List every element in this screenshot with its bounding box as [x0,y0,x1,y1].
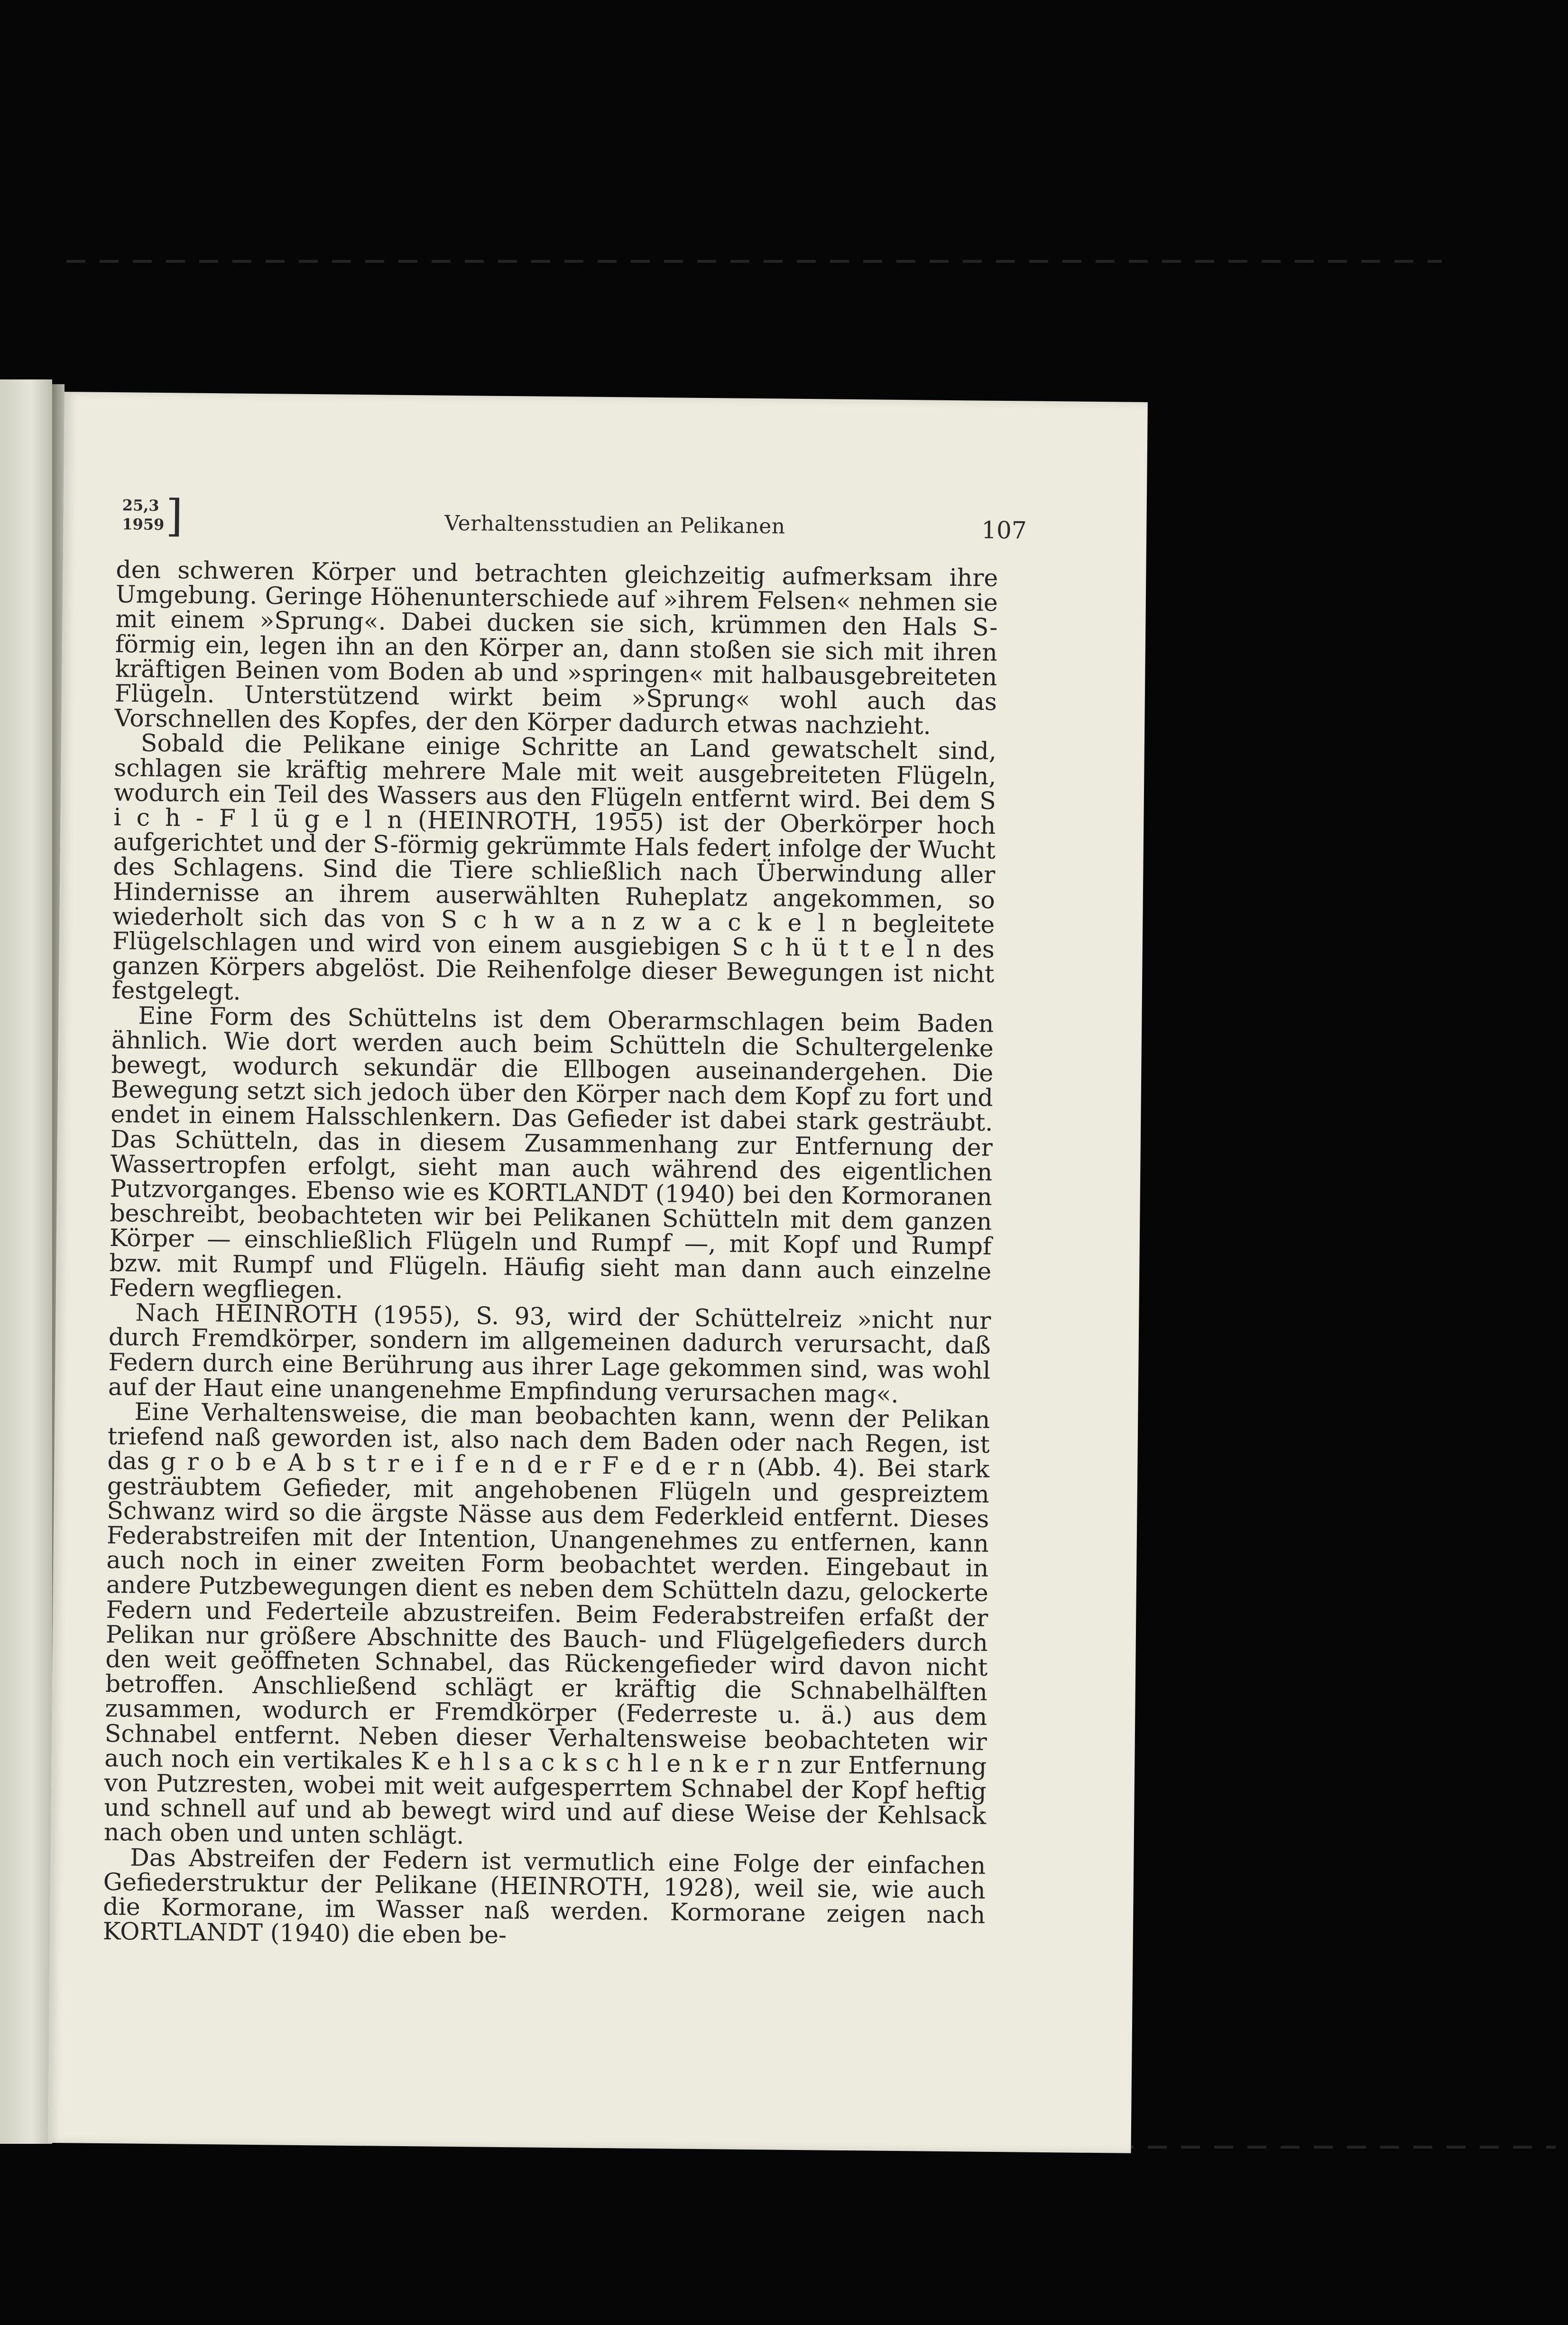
paragraph: Eine Form des Schüttelns ist dem Oberarmschlagen beim Baden ähnlich. Wie dort werden auch beim Schütteln die Schultergelenke bewegt, wodurch sekundär die Ellbogen auseinandergehen. Die Bewegung setzt sich jedoch über den Körper nach dem Kopf zu fort und endet in einem Halsschlenkern. Das Gefieder ist dabei stark gesträubt. Das Schütteln, das in diesem Zusammenhang zur Entfernung der Wassertropfen erfolgt, sieht man auch während des eigentlichen Putzvorganges. Ebenso wie es KORTLANDT (1940) bei den Kormoranen beschreibt, beobachteten wir bei Pelikanen Schütteln mit dem ganzen Körper — einschließlich Flügeln und Rumpf —, mit Kopf und Rumpf bzw. mit Rumpf und Flügeln. Häufig sieht man dann auch einzelne Federn wegfliegen. [109,1001,994,1304]
header-bracket: ] [165,490,183,542]
page-number: 107 [981,516,1027,544]
body-text [103,557,998,1952]
volume-number: 25,3 [122,496,159,515]
previous-page-edge [0,379,52,2144]
paragraph: Sobald die Pelikane einige Schritte an Land gewatschelt sind, schlagen sie kräftig mehrere Male mit weit ausgebreiteten Flügeln, wodurch ein Teil des Wassers aus den Flügeln entfernt wird. Bei dem S i c h - F l ü g e l n (HEINROTH, 1955) ist der Oberkörper hoch aufgerichtet und der S-förmig gekrümmte Hals federt infolge der Wucht des Schlagens. Sind die Tiere schließlich nach Überwindung aller Hindernisse an ihrem auserwählten Ruheplatz angekommen, so wiederholt sich das von S c h w a n z w a c k e l n begleitete Flügelschlagen und wird von einem ausgiebigen S c h ü t t e l n des ganzen Körpers abgelöst. Die Reihenfolge dieser Bewegungen ist nicht festgelegt. [111,729,997,1006]
scan-rule-top [66,260,1442,263]
volume-issue [122,496,165,534]
book-page [48,392,1148,2153]
page-header [122,490,1027,556]
paragraph: Eine Verhaltensweise, die man beobachten kann, wenn der Pelikan triefend naß geworden ist, also nach dem Baden oder nach Regen, ist das g r o b e A b s t r e i f e n d e r F e d e r n (Abb. 4). Bei stark gesträubtem Gefieder, mit angehobenen Flügeln und gespreiztem Schwanz wird so die ärgste Nässe aus dem Federkleid entfernt. Dieses Federabstreifen mit der Intention, Unangenehmes zu entfernen, kann auch noch in einer zweiten Form beobachtet werden. Eingebaut in andere Putzbewegungen dient es neben dem Schütteln dazu, gelockerte Federn und Federteile abzustreifen. Beim Federabstreifen erfaßt der Pelikan nur größere Abschnitte des Bauch- und Flügelgefieders durch den weit geöffneten Schnabel, das Rückengefieder wird davon nicht betroffen. Anschließend schlägt er kräftig die Schnabelhälften zusammen, wodurch er Fremdkörper (Federreste u. ä.) aus dem Schnabel entfernt. Neben dieser Verhaltensweise beobachteten wir auch noch ein vertikales K e h l s a c k s c h l e n k e r n zur Entfernung von Putzresten, wobei mit weit aufgesperrtem Schnabel der Kopf heftig und schnell auf und ab bewegt wird und auf diese Weise der Kehlsack nach oben und unten schlägt. [103,1397,990,1850]
paragraph: Nach HEINROTH (1955), S. 93, wird der Schüttelreiz »nicht nur durch Fremdkörper, sondern im allgemeinen dadurch verursacht, daß Federn durch eine Berührung aus ihrer Lage gekommen sind, was wohl auf der Haut eine unangenehme Empfindung verursachen mag«. [108,1298,991,1408]
paragraph: den schweren Körper und betrachten gleichzeitig aufmerksam ihre Umgebung. Geringe Höhenunterschiede auf »ihrem Felsen« nehmen sie mit einem »Sprung«. Dabei ducken sie sich, krümmen den Hals S-förmig ein, legen ihn an den Körper an, dann stoßen sie sich mit ihren kräftigen Beinen vom Boden ab und »springen« mit halbausgebreiteten Flügeln. Unterstützend wirkt beim »Sprung« wohl auch das Vorschnellen des Kopfes, der den Körper dadurch etwas nachzieht. [114,555,998,740]
paragraph: Das Abstreifen der Federn ist vermutlich eine Folge der einfachen Gefiederstruktur der Pelikane (HEINROTH, 1928), weil sie, wie auch die Kormorane, im Wasser naß werden. Kormorane zeigen nach KORTLANDT (1940) die eben be- [102,1843,986,1949]
running-title: Verhaltensstudien an Pelikanen [444,511,785,539]
volume-year: 1959 [122,515,165,534]
